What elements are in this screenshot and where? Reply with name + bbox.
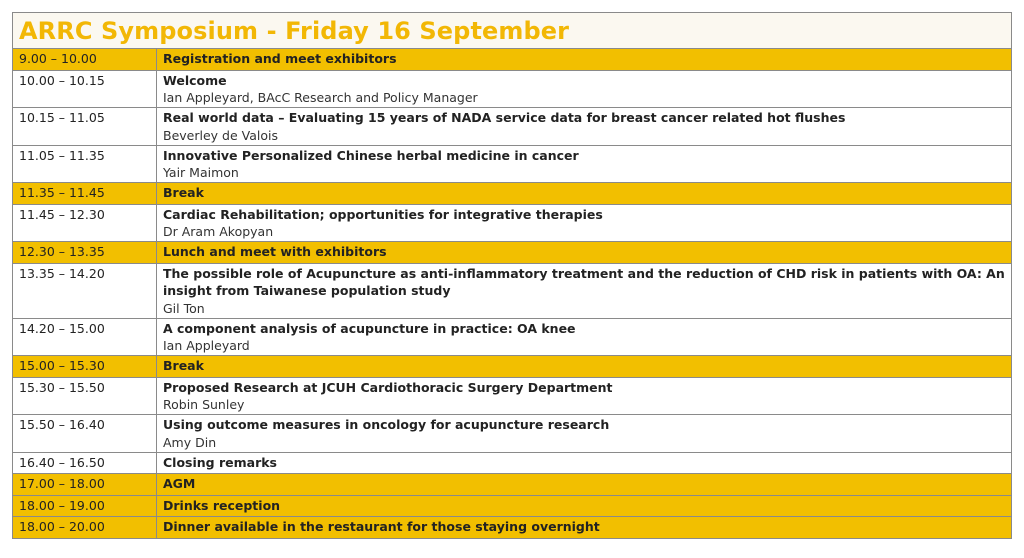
session-time: 15.30 – 15.50: [13, 377, 157, 415]
session-time: 9.00 – 10.00: [13, 49, 157, 71]
session-time: 10.00 – 10.15: [13, 70, 157, 108]
session-time: 16.40 – 16.50: [13, 452, 157, 474]
session-cell: [157, 495, 1012, 517]
session-time: 15.50 – 16.40: [13, 415, 157, 453]
table-row: [13, 263, 1012, 318]
session-title: AGM: [163, 476, 196, 491]
table-row: [13, 49, 1012, 71]
table-row: [13, 242, 1012, 264]
session-title: Cardiac Rehabilitation; opportunities for integrative therapies: [163, 206, 603, 222]
table-row: [13, 318, 1012, 356]
session-speaker: Ian Appleyard, BAcC Research and Policy Manager: [163, 90, 478, 105]
session-speaker: Ian Appleyard: [163, 338, 250, 353]
session-time: 14.20 – 15.00: [13, 318, 157, 356]
session-cell: [157, 263, 1012, 318]
session-title: Closing remarks: [163, 454, 277, 470]
session-title: Dinner available in the restaurant for those staying overnight: [163, 519, 600, 534]
session-cell: [157, 242, 1012, 264]
session-title: The possible role of Acupuncture as anti-inflammatory treatment and the reduction of CHD risk in patients with OA: An insight from Taiwanese population study: [163, 265, 1005, 298]
session-cell: [157, 517, 1012, 539]
session-title: Registration and meet exhibitors: [163, 51, 397, 66]
session-time: 17.00 – 18.00: [13, 474, 157, 496]
session-title: Using outcome measures in oncology for acupuncture research: [163, 417, 610, 432]
session-title: Real world data – Evaluating 15 years of NADA service data for breast cancer related hot flushes: [163, 110, 846, 125]
session-title: A component analysis of acupuncture in practice: OA knee: [163, 320, 576, 336]
session-speaker: Gil Ton: [163, 300, 205, 316]
session-cell: [157, 145, 1012, 183]
page-title: ARRC Symposium - Friday 16 September: [12, 12, 1012, 48]
session-cell: [157, 318, 1012, 356]
table-row: [13, 145, 1012, 183]
session-speaker: Robin Sunley: [163, 397, 245, 412]
session-time: 12.30 – 13.35: [13, 242, 157, 264]
session-title: Lunch and meet with exhibitors: [163, 244, 387, 259]
table-row: [13, 495, 1012, 517]
session-title: Proposed Research at JCUH Cardiothoracic Surgery Department: [163, 379, 613, 395]
session-title: Break: [163, 185, 204, 200]
session-speaker: Beverley de Valois: [163, 127, 278, 143]
session-cell: [157, 377, 1012, 415]
session-title: Innovative Personalized Chinese herbal medicine in cancer: [163, 147, 579, 163]
session-cell: [157, 415, 1012, 453]
session-speaker: Dr Aram Akopyan: [163, 224, 274, 239]
session-cell: [157, 70, 1012, 108]
session-title: Welcome: [163, 72, 227, 88]
session-speaker: Yair Maimon: [163, 165, 239, 180]
schedule-rows: [13, 49, 1012, 539]
session-time: 15.00 – 15.30: [13, 356, 157, 378]
table-row: [13, 452, 1012, 474]
session-time: 10.15 – 11.05: [13, 108, 157, 146]
session-time: 11.45 – 12.30: [13, 204, 157, 242]
session-time: 18.00 – 19.00: [13, 495, 157, 517]
session-time: 18.00 – 20.00: [13, 517, 157, 539]
session-time: 11.35 – 11.45: [13, 183, 157, 205]
session-cell: [157, 183, 1012, 205]
table-row: [13, 474, 1012, 496]
table-row: [13, 415, 1012, 453]
session-cell: [157, 49, 1012, 71]
table-row: [13, 377, 1012, 415]
session-cell: [157, 356, 1012, 378]
session-cell: [157, 452, 1012, 474]
table-row: [13, 70, 1012, 108]
session-time: 11.05 – 11.35: [13, 145, 157, 183]
schedule-table: [12, 48, 1012, 539]
table-row: [13, 517, 1012, 539]
table-row: [13, 183, 1012, 205]
session-cell: [157, 204, 1012, 242]
table-row: [13, 356, 1012, 378]
table-row: [13, 108, 1012, 146]
schedule: [12, 12, 1012, 539]
session-cell: [157, 108, 1012, 146]
table-row: [13, 204, 1012, 242]
session-title: Drinks reception: [163, 497, 281, 513]
session-speaker: Amy Din: [163, 434, 217, 450]
session-time: 13.35 – 14.20: [13, 263, 157, 318]
session-cell: [157, 474, 1012, 496]
session-title: Break: [163, 358, 204, 373]
